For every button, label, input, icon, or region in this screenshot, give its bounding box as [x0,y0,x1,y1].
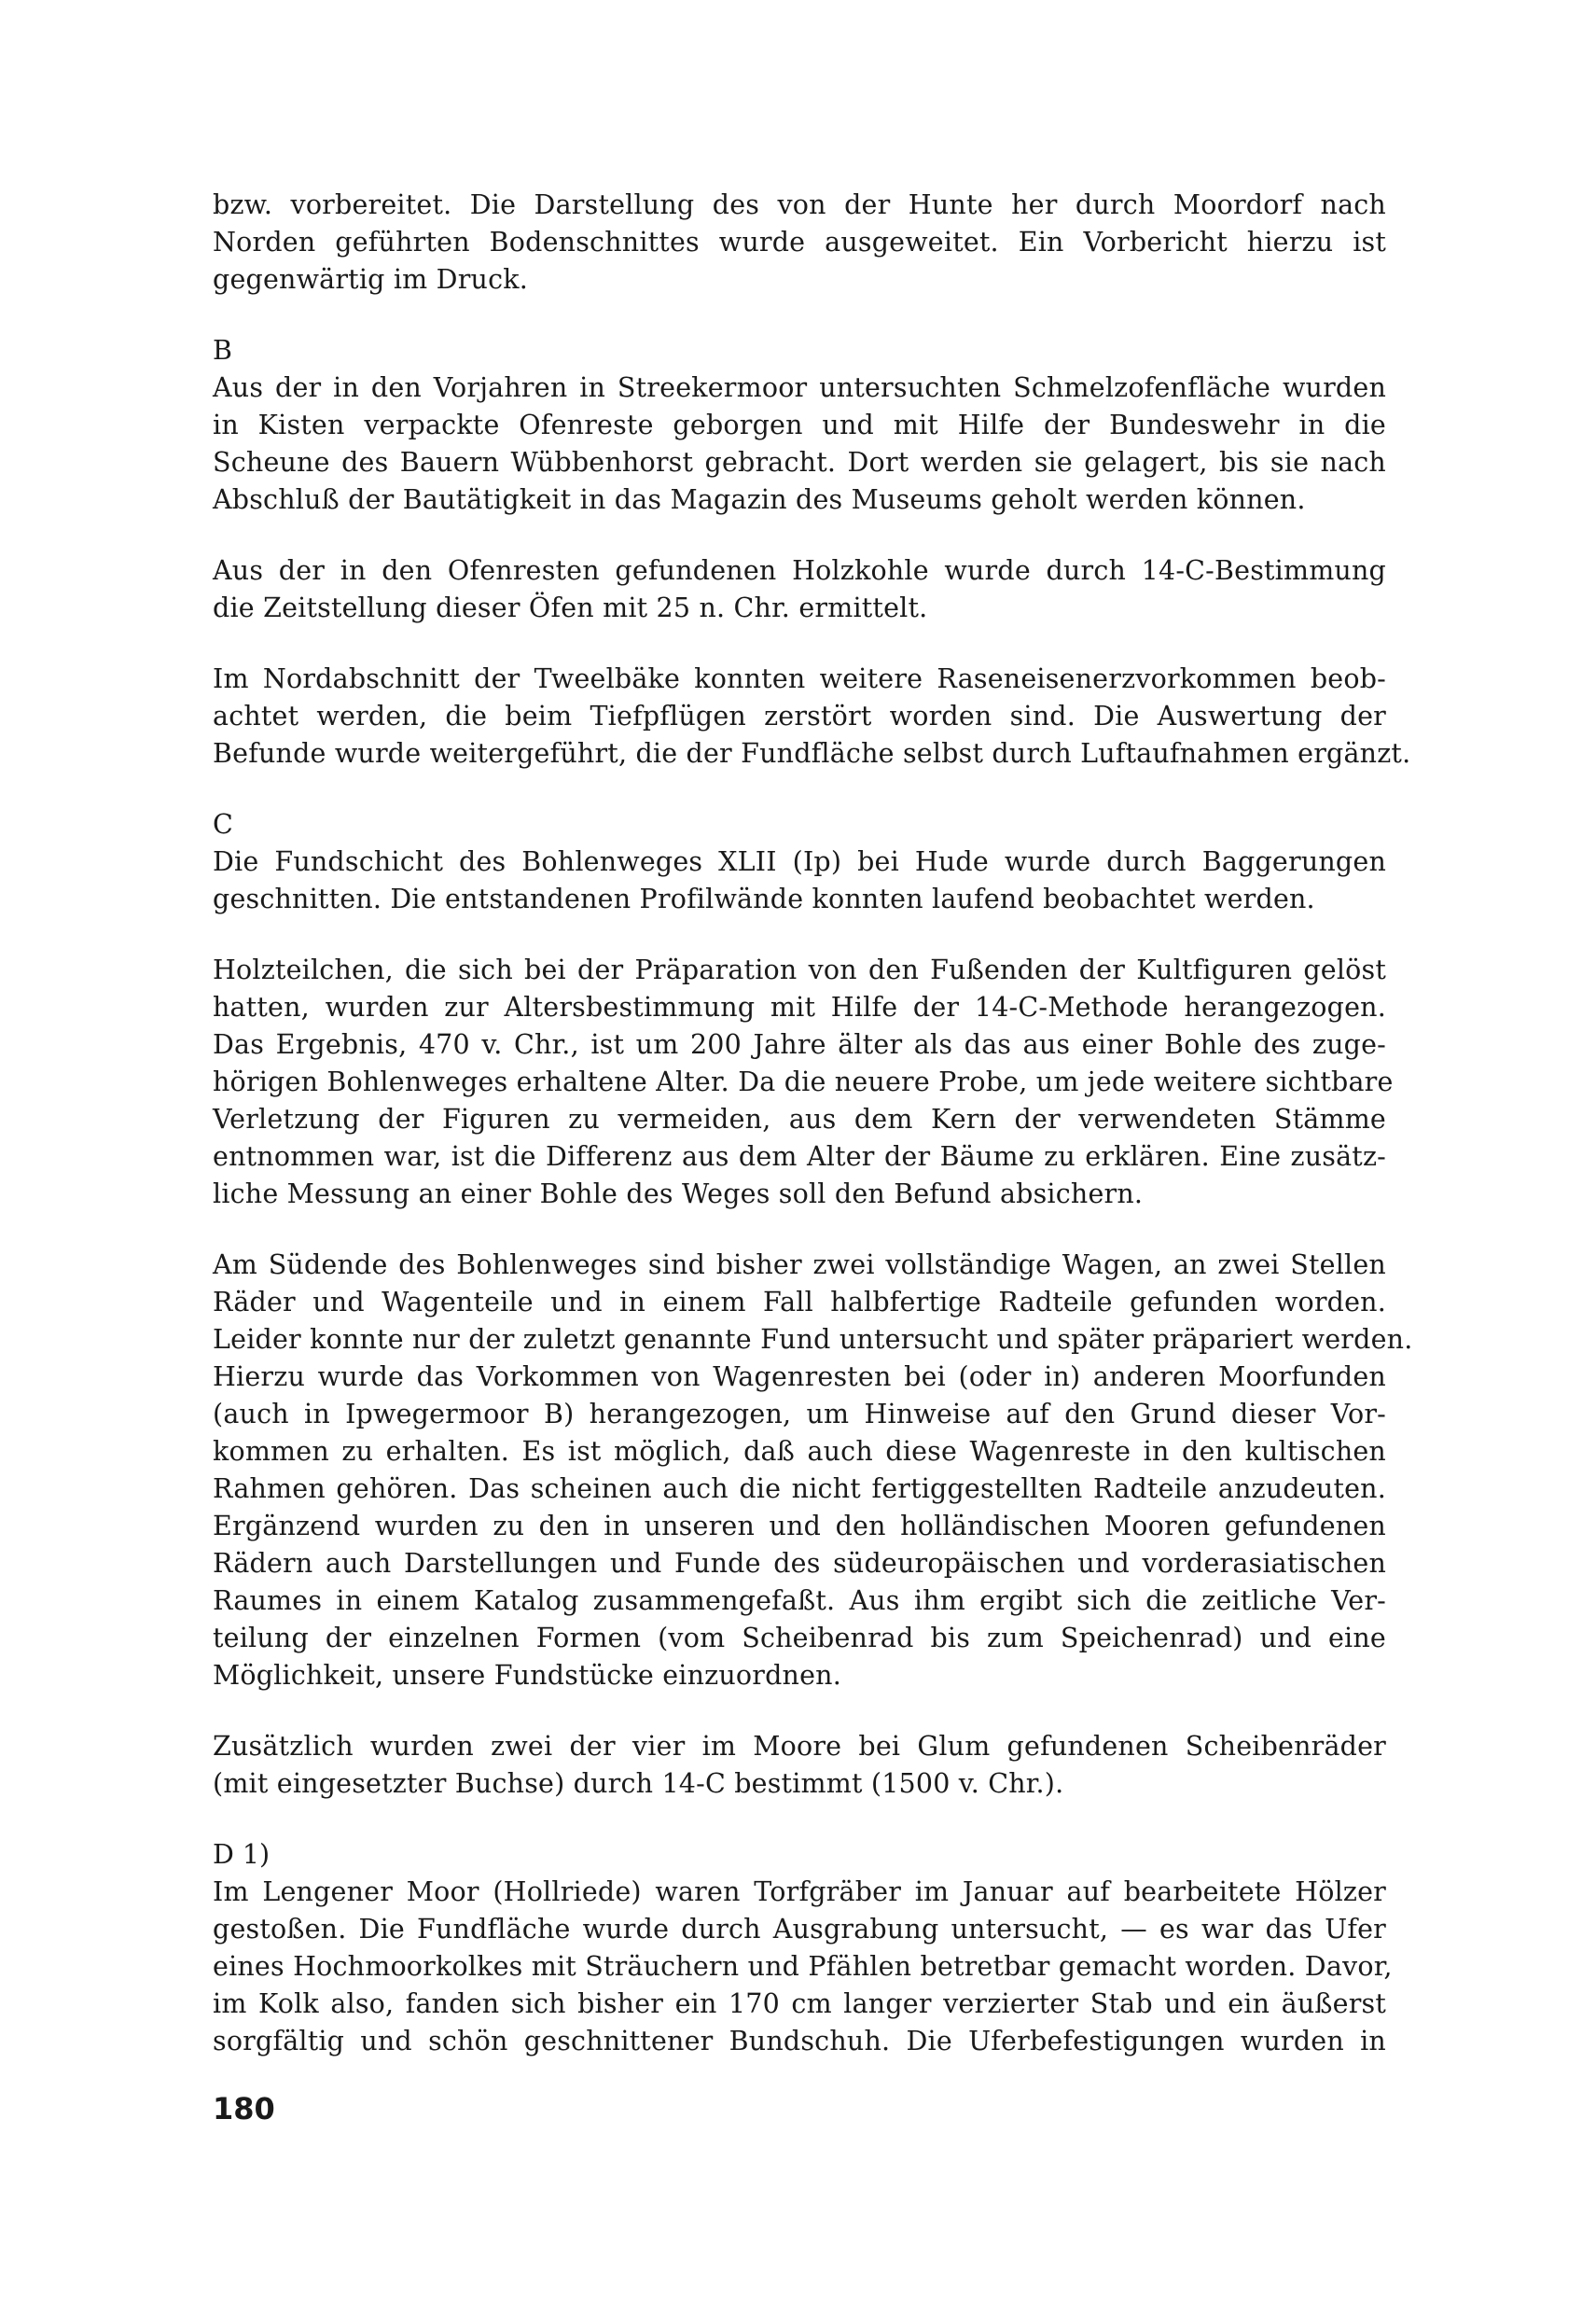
text-line: in Kisten verpackte Ofenreste geborgen und mit Hilfe der Bundeswehr in die [213,410,1386,440]
paragraph-tweelbaeke [213,661,1411,773]
text-line: kommen zu erhalten. Es ist möglich, daß auch diese Wagenreste in den kultischen [213,1436,1386,1467]
text-line: Rädern auch Darstellungen und Funde des südeuropäischen und vorderasiatischen [213,1548,1386,1579]
paragraph-glum [213,1728,1386,1803]
text-line: sorgfältig und schön geschnittener Bundschuh. Die Uferbefestigungen wurden in [213,2026,1386,2056]
text-line: Möglichkeit, unsere Fundstücke einzuordnen. [213,1660,841,1691]
text-line: liche Messung an einer Bohle des Weges soll den Befund absichern. [213,1178,1144,1209]
text-line: im Kolk also, fanden sich bisher ein 170 cm langer verzierter Stab und ein äußerst [213,1988,1386,2019]
text-line: Rahmen gehören. Das scheinen auch die nicht fertiggestellten Radteile anzudeuten. [213,1473,1386,1504]
text-line: Befunde wurde weitergeführt, die der Fundfläche selbst durch Luftaufnahmen ergänzt. [213,738,1411,769]
text-line: Leider konnte nur der zuletzt genannte Fund untersucht und später präpariert werden. [213,1324,1413,1355]
page-number: 180 [213,2091,275,2126]
paragraph-holzkohle [213,552,1386,627]
text-line: teilung der einzelnen Formen (vom Scheibenrad bis zum Speichenrad) und eine [213,1623,1386,1653]
text-line: geschnitten. Die entstandenen Profilwände konnten laufend beobachtet werden. [213,884,1315,914]
text-line: Hierzu wurde das Vorkommen von Wagenresten bei (oder in) anderen Moorfunden [213,1361,1386,1392]
section-heading-b: B [213,335,232,366]
text-line: Abschluß der Bautätigkeit in das Magazin des Museums geholt werden können. [213,484,1306,515]
paragraph-holzteilchen [213,952,1394,1213]
text-line: Aus der in den Ofenresten gefundenen Holzkohle wurde durch 14-C-Bestimmung [213,555,1386,586]
text-line: eines Hochmoorkolkes mit Sträuchern und Pfählen betretbar gemacht worden. Davor, [213,1951,1393,1982]
paragraph-wagen [213,1247,1413,1694]
text-line: Am Südende des Bohlenweges sind bisher zwei vollständige Wagen, an zwei Stellen [213,1249,1386,1280]
text-line: Das Ergebnis, 470 v. Chr., ist um 200 Jahre älter als das aus einer Bohle des zuge- [213,1029,1386,1060]
section-c [213,806,1386,918]
text-line: Zusätzlich wurden zwei der vier im Moore bei Glum gefundenen Scheibenräder [213,1731,1386,1762]
text-line: entnommen war, ist die Differenz aus dem Alter der Bäume zu erklären. Eine zusätz- [213,1141,1386,1172]
text-line: achtet werden, die beim Tiefpflügen zerstört worden sind. Die Auswertung der [213,701,1386,732]
text-line: Aus der in den Vorjahren in Streekermoor untersuchten Schmelzofenfläche wurden [213,372,1386,403]
text-line: Räder und Wagenteile und in einem Fall halbfertige Radteile gefunden worden. [213,1287,1386,1317]
text-line: Raumes in einem Katalog zusammengefaßt. Aus ihm ergibt sich die zeitliche Ver- [213,1585,1386,1616]
section-heading-c: C [213,809,233,840]
text-line: (mit eingesetzter Buchse) durch 14-C bestimmt (1500 v. Chr.). [213,1768,1064,1799]
paragraph-intro [213,187,1386,299]
section-d1 [213,1836,1393,2060]
text-line: Die Fundschicht des Bohlenweges XLII (Ip) bei Hude wurde durch Baggerungen [213,846,1386,877]
text-line: Ergänzend wurden zu den in unseren und den holländischen Mooren gefundenen [213,1511,1386,1541]
section-heading-d1: D 1) [213,1839,271,1870]
text-line: gegenwärtig im Druck. [213,264,528,295]
text-line: bzw. vorbereitet. Die Darstellung des von der Hunte her durch Moordorf nach [213,189,1386,220]
text-line: die Zeitstellung dieser Öfen mit 25 n. Chr. ermittelt. [213,592,928,623]
text-line: Scheune des Bauern Wübbenhorst gebracht. Dort werden sie gelagert, bis sie nach [213,447,1386,478]
text-line: Verletzung der Figuren zu vermeiden, aus dem Kern der verwendeten Stämme [213,1104,1386,1135]
section-b [213,332,1386,519]
text-line: gestoßen. Die Fundfläche wurde durch Ausgrabung untersucht, — es war das Ufer [213,1914,1386,1945]
text-line: hörigen Bohlenweges erhaltene Alter. Da die neuere Probe, um jede weitere sichtbare [213,1066,1394,1097]
text-line: Holzteilchen, die sich bei der Präparation von den Fußenden der Kultfiguren gelöst [213,955,1386,985]
text-line: hatten, wurden zur Altersbestimmung mit Hilfe der 14-C-Methode herangezogen. [213,992,1386,1023]
document-page [213,187,1413,2094]
text-line: Norden geführten Bodenschnittes wurde ausgeweitet. Ein Vorbericht hierzu ist [213,227,1386,258]
text-line: (auch in Ipwegermoor B) herangezogen, um Hinweise auf den Grund dieser Vor- [213,1399,1386,1429]
text-line: Im Lengener Moor (Hollriede) waren Torfgräber im Januar auf bearbeitete Hölzer [213,1876,1386,1907]
text-line: Im Nordabschnitt der Tweelbäke konnten weitere Raseneisenerzvorkommen beob- [213,663,1386,694]
